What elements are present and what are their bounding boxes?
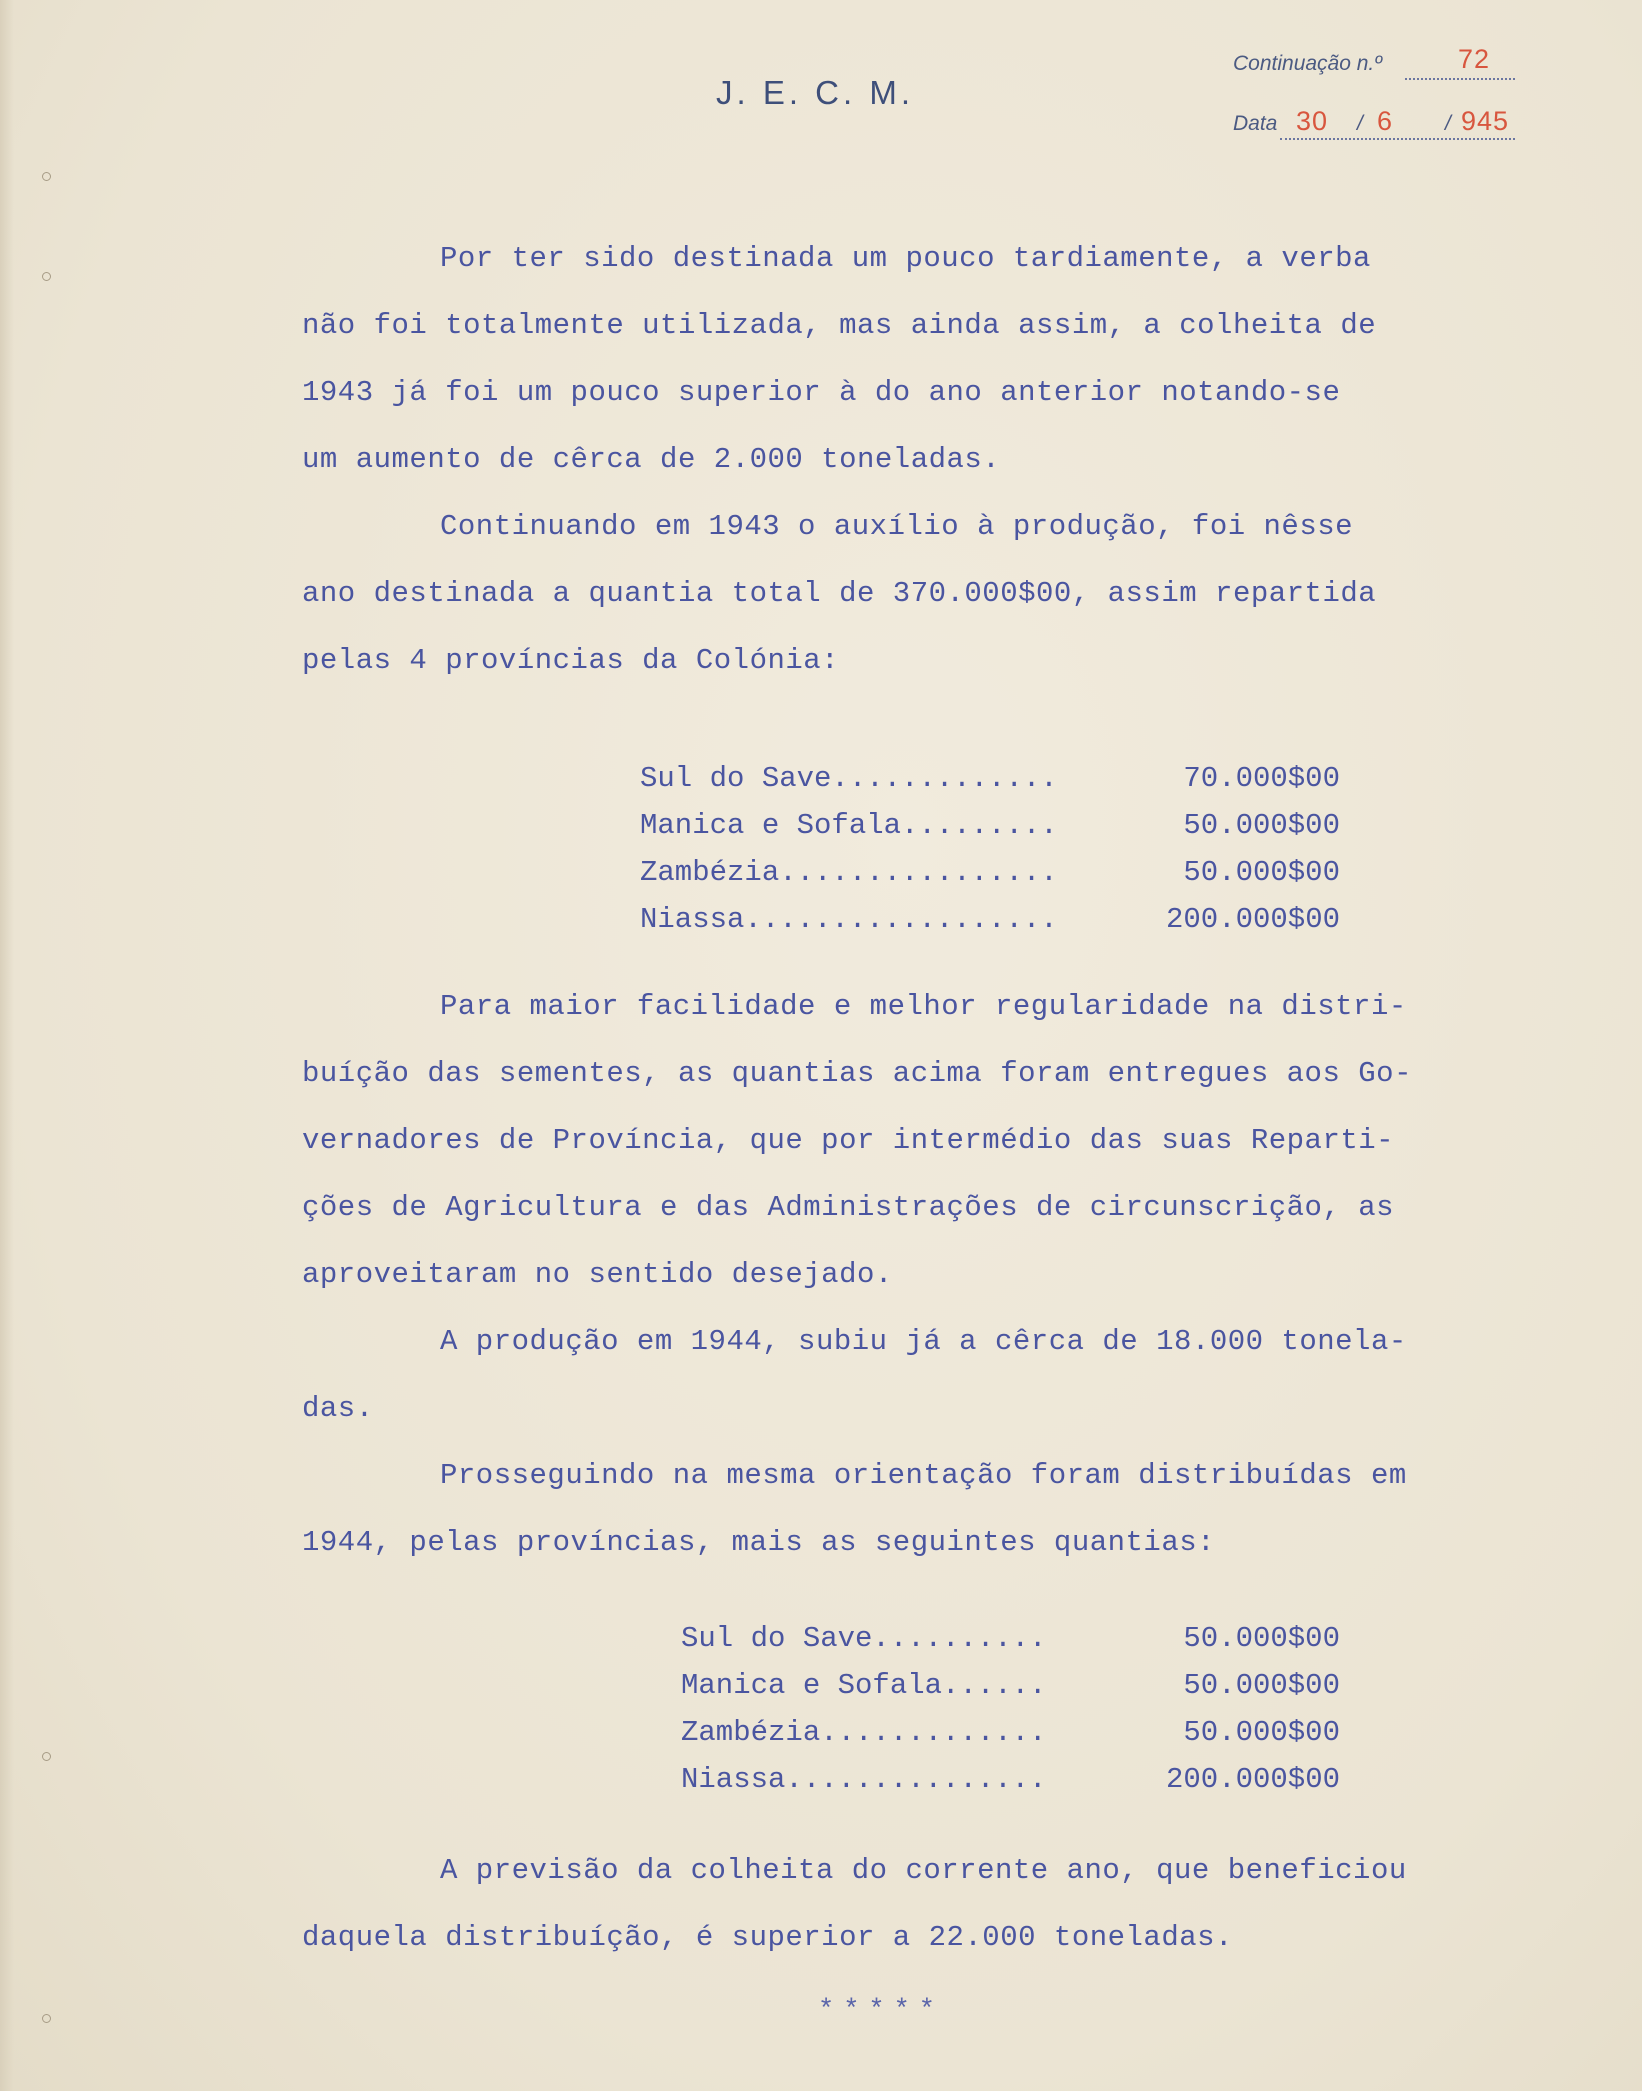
table-row-label: Manica e Sofala...... xyxy=(681,1669,1047,1702)
continuation-number: 72 xyxy=(1458,44,1491,74)
table-row-value: 70.000$00 xyxy=(1183,762,1340,795)
table-row-value: 50.000$00 xyxy=(1183,856,1340,889)
closing-asterisks: ***** xyxy=(818,1996,945,2026)
paragraph-line: 1943 já foi um pouco superior à do ano anterior notando-se xyxy=(302,376,1341,409)
date-separator: / xyxy=(1357,112,1363,135)
letterhead-title: J. E. C. M. xyxy=(716,74,915,111)
paragraph-line: vernadores de Província, que por intermédio das suas Reparti- xyxy=(302,1124,1395,1157)
paragraph-line: Para maior facilidade e melhor regularidade na distri- xyxy=(440,990,1407,1023)
table-row-label: Niassa............... xyxy=(681,1763,1047,1796)
paragraph-line: pelas 4 províncias da Colónia: xyxy=(302,644,840,677)
paragraph-line: buíção das sementes, as quantias acima foram entregues aos Go- xyxy=(302,1057,1412,1090)
date-day: 30 xyxy=(1296,106,1329,136)
paragraph-line: 1944, pelas províncias, mais as seguintes quantias: xyxy=(302,1526,1216,1559)
date-label: Data xyxy=(1233,112,1278,135)
paragraph-line: um aumento de cêrca de 2.000 toneladas. xyxy=(302,443,1001,476)
table-row-value: 200.000$00 xyxy=(1165,1763,1340,1796)
paragraph-line: não foi totalmente utilizada, mas ainda assim, a colheita de xyxy=(302,309,1377,342)
table-row-label: Niassa.................. xyxy=(640,903,1058,936)
continuation-label: Continuação n.º xyxy=(1233,52,1382,75)
date-separator: / xyxy=(1445,112,1451,135)
table-row-value: 50.000$00 xyxy=(1183,1716,1340,1749)
table-row-label: Zambézia................ xyxy=(640,856,1058,889)
table-row-value: 50.000$00 xyxy=(1183,809,1340,842)
paragraph-line: das. xyxy=(302,1392,374,1425)
binding-hole xyxy=(42,2014,51,2023)
paragraph-line: ções de Agricultura e das Administrações de circunscrição, as xyxy=(302,1191,1395,1224)
date-year: 945 xyxy=(1461,106,1510,136)
binding-hole xyxy=(42,272,51,281)
table-row-label: Sul do Save............. xyxy=(640,762,1058,795)
paragraph-line: Continuando em 1943 o auxílio à produção, foi nêsse xyxy=(440,510,1354,543)
paragraph-line: ano destinada a quantia total de 370.000$00, assim repartida xyxy=(302,577,1377,610)
binding-hole xyxy=(42,172,51,181)
binding-hole xyxy=(42,1752,51,1761)
date-month: 6 xyxy=(1377,106,1394,136)
paragraph-line: daquela distribuíção, é superior a 22.000 toneladas. xyxy=(302,1921,1233,1954)
page-edge-shadow xyxy=(0,0,14,2091)
paragraph-line: Prosseguindo na mesma orientação foram distribuídas em xyxy=(440,1459,1407,1492)
paragraph-line: aproveitaram no sentido desejado. xyxy=(302,1258,893,1291)
paragraph-line: A produção em 1944, subiu já a cêrca de 18.000 tonela- xyxy=(440,1325,1407,1358)
table-row-label: Sul do Save.......... xyxy=(681,1622,1047,1655)
paragraph-line: A previsão da colheita do corrente ano, que beneficiou xyxy=(440,1854,1407,1887)
table-row-label: Manica e Sofala......... xyxy=(640,809,1058,842)
table-row-value: 200.000$00 xyxy=(1165,903,1340,936)
table-row-value: 50.000$00 xyxy=(1183,1669,1340,1702)
table-row-value: 50.000$00 xyxy=(1183,1622,1340,1655)
paragraph-line: Por ter sido destinada um pouco tardiamente, a verba xyxy=(440,242,1371,275)
table-row-label: Zambézia............. xyxy=(681,1716,1047,1749)
